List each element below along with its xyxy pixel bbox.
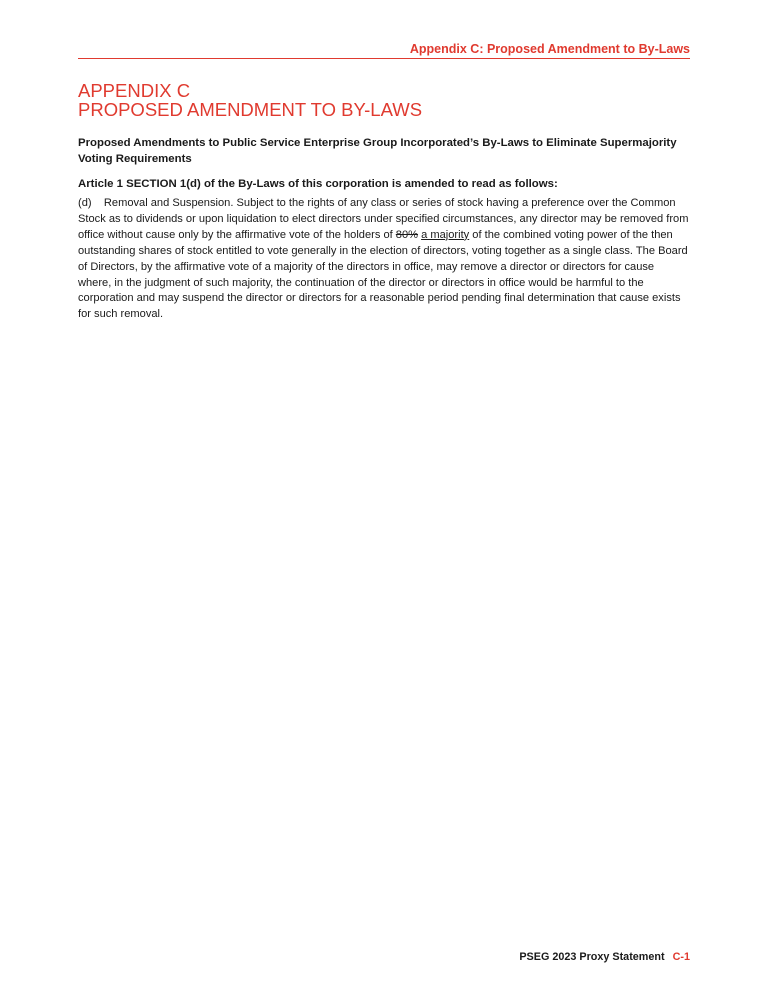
page-title-line-2: PROPOSED AMENDMENT TO BY-LAWS [78, 99, 423, 120]
running-header: Appendix C: Proposed Amendment to By-Laws [409, 42, 690, 56]
header-divider [78, 58, 690, 59]
deleted-text: 80% [395, 228, 419, 241]
footer-page-number: C-1 [672, 951, 690, 963]
proposal-heading: Proposed Amendments to Public Service Enterprise Group Incorporated’s By-Laws to Eliminate Supermajority Voting Requirements [78, 137, 677, 165]
paragraph-text-before: Removal and Suspension. Subject to the rights of any class or series of stock having a preference over the Common Stock as to dividends or upon liquidation to elect directors under specified circumstances, any director may be removed from office without cause only by the affirmative vote of the holders of [78, 197, 689, 241]
article-heading: Article 1 SECTION 1(d) of the By-Laws of this corporation is amended to read as follows: [78, 178, 558, 190]
document-body [78, 135, 690, 323]
footer-document-name: PSEG 2023 Proxy Statement [519, 951, 665, 963]
paragraph-marker: (d) [78, 197, 92, 209]
paragraph-text-after: of the combined voting power of the then outstanding shares of stock entitled to vote generally in the election of directors, voting together as a single class. The Board of Directors, by the affirmative vote of a majority of the directors in office, may remove a director or directors for cause where, in the judgment of such majority, the continuation of the director or directors in office would be harmful to the corporation and may suspend the director or directors for a reasonable period pending final determination that cause exists for such removal. [78, 228, 688, 321]
inserted-text: a majority [421, 228, 470, 241]
removal-suspension-paragraph [78, 196, 690, 323]
page-title [78, 81, 690, 119]
page-footer [519, 951, 690, 963]
page-title-line-1: APPENDIX C [78, 80, 191, 101]
